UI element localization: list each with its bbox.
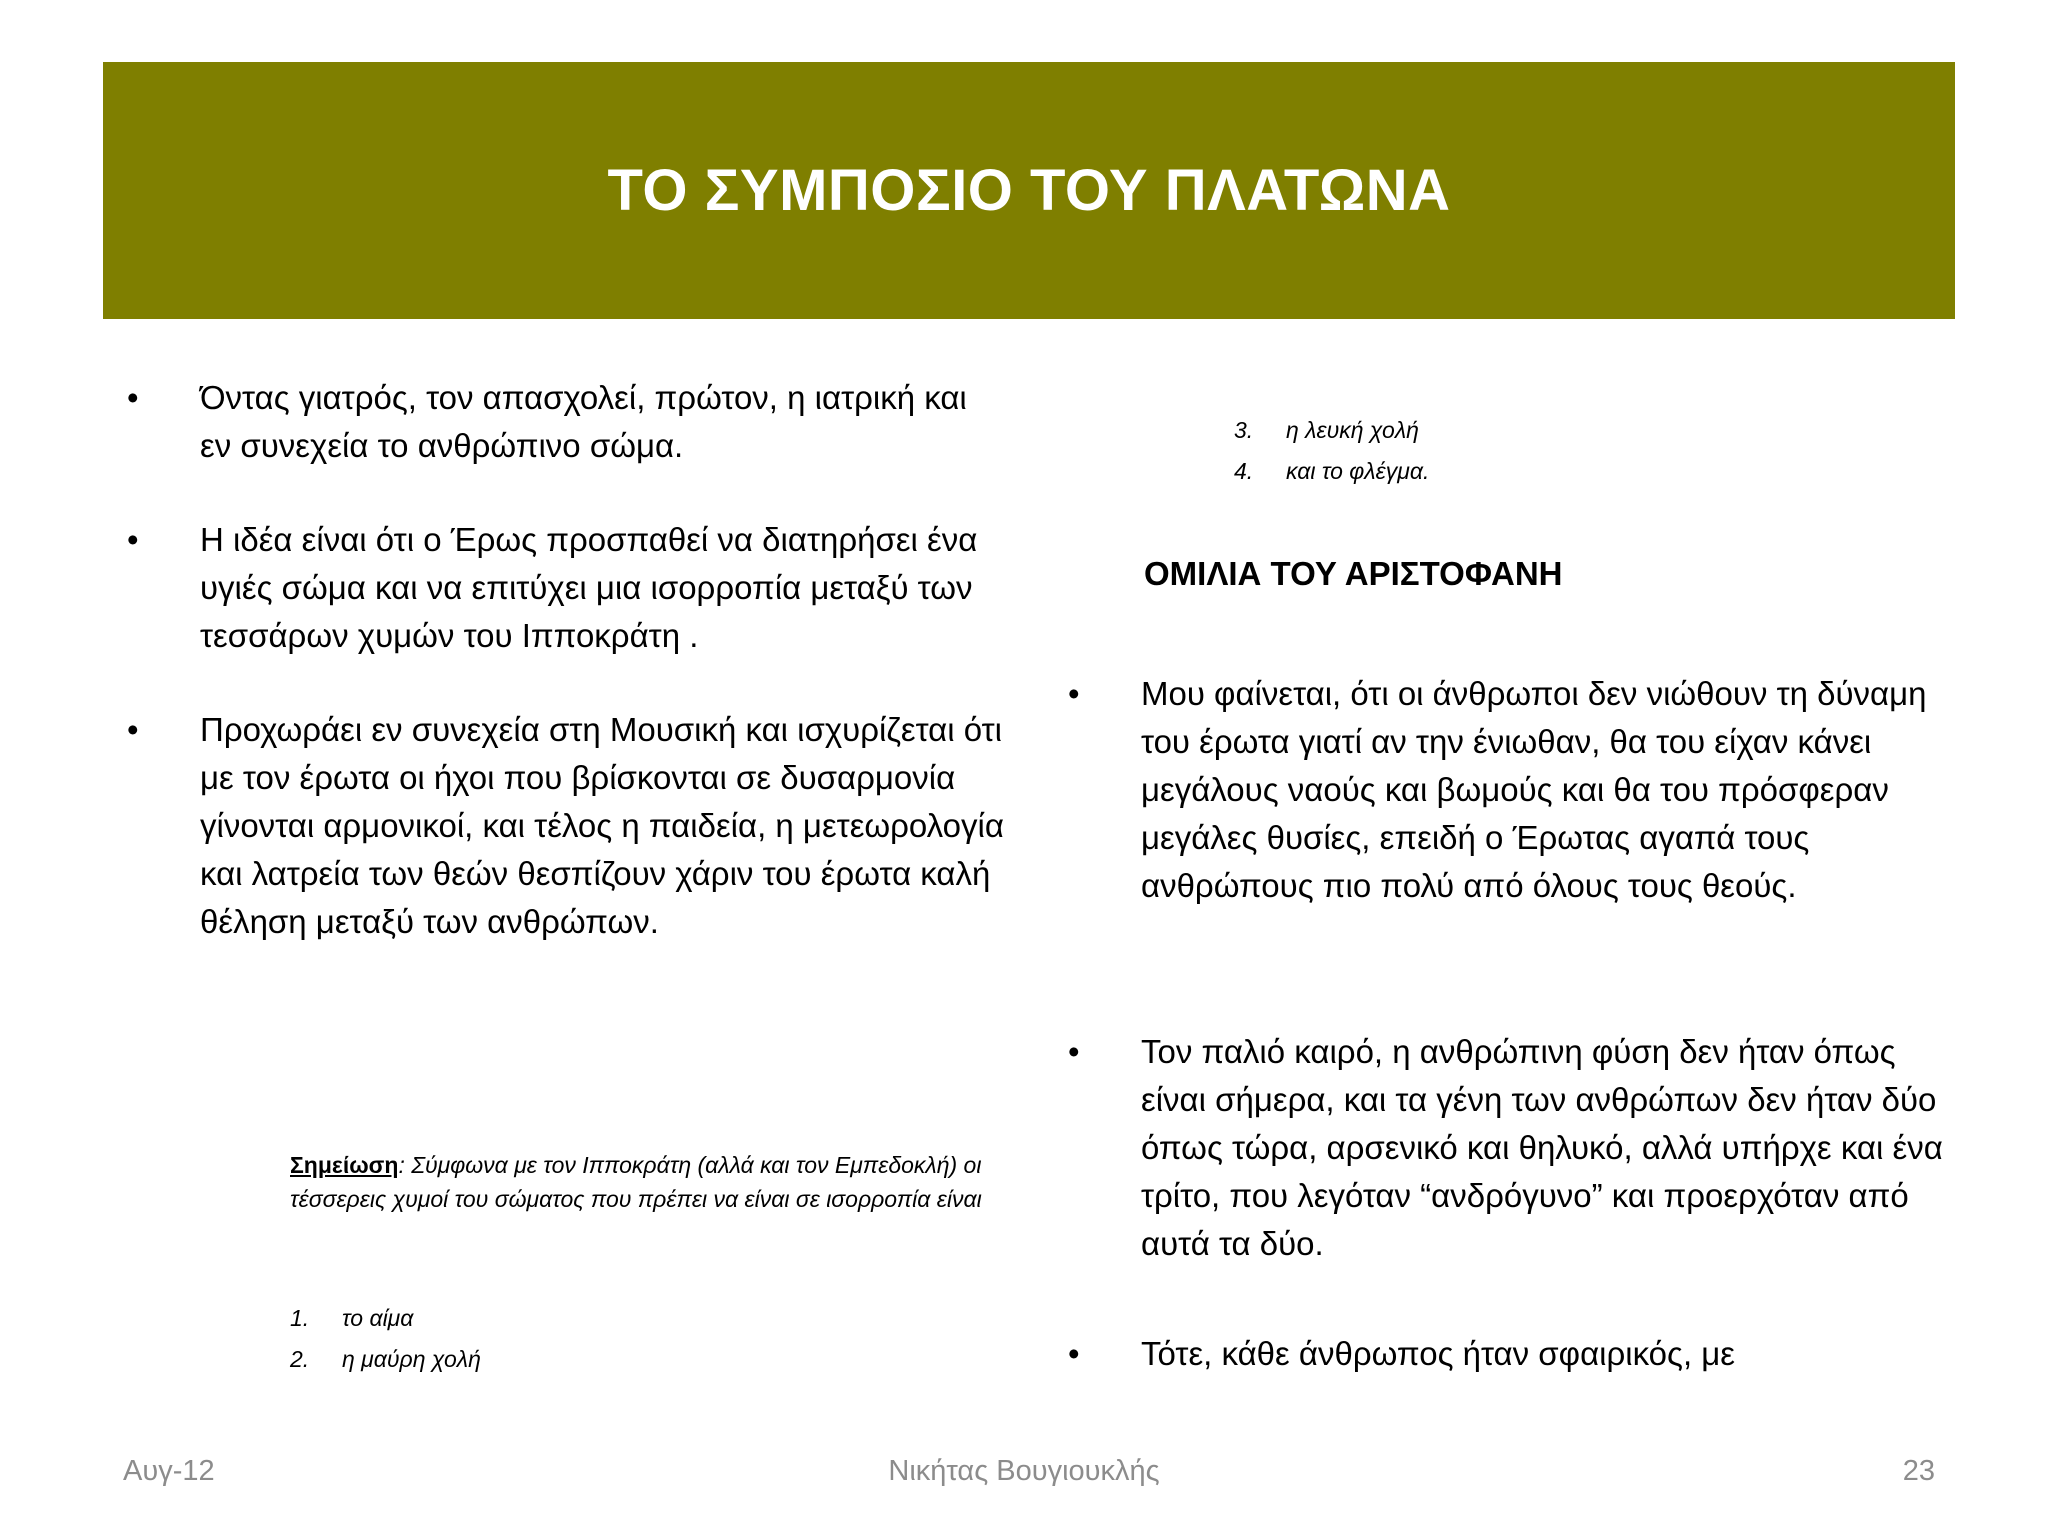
humor-item xyxy=(1234,410,1429,451)
humors-note xyxy=(290,1148,1010,1216)
footer-date: Αυγ-12 xyxy=(123,1455,215,1487)
bullet-item: • Τότε, κάθε άνθρωπος ήταν σφαιρικός, με xyxy=(1068,1330,1948,1378)
humors-list-right xyxy=(1234,410,1429,492)
humor-number: 2. xyxy=(290,1346,310,1372)
bullet-item: • Προχωράει εν συνεχεία στη Μουσική και ισχυρίζεται ότι με τον έρωτα οι ήχοι που βρίσκονται σε δυσαρμονία γίνονται αρμονικοί, και τέλος η παιδεία, η μετεωρολογία και λατρεία των θεών θεσπίζουν χάριν του έρωτα καλή θέληση μεταξύ των ανθρώπων. xyxy=(127,706,1007,946)
humor-text: το αίμα xyxy=(342,1305,414,1331)
page-number: 23 xyxy=(1902,1455,1935,1487)
bullet-item: • Η ιδέα είναι ότι ο Έρως προσπαθεί να διατηρήσει ένα υγιές σώμα και να επιτύχει μια ισορροπία μεταξύ των τεσσάρων χυμών του Ιπποκράτη . xyxy=(127,516,1007,660)
right-bullet-list xyxy=(1068,1028,1948,1268)
humor-number: 1. xyxy=(290,1305,310,1331)
humor-text: και το φλέγμα. xyxy=(1286,458,1430,484)
bullet-item: • Όντας γιατρός, τον απασχολεί, πρώτον, η ιατρική και εν συνεχεία το ανθρώπινο σώμα. xyxy=(127,374,1007,470)
humor-number: 3. xyxy=(1234,417,1254,443)
bullet-item: • Τον παλιό καιρό, η ανθρώπινη φύση δεν ήταν όπως είναι σήμερα, και τα γένη των ανθρώπων δεν ήταν δύο όπως τώρα, αρσενικό και θηλυκό, αλλά υπήρχε και ένα τρίτο, που λεγόταν “ανδρόγυνο” και προερχόταν από αυτά τα δύο. xyxy=(1068,1028,1948,1268)
title-bar xyxy=(103,62,1955,319)
humors-list-left xyxy=(290,1298,481,1380)
section-heading: ΟΜΙΛΙΑ ΤΟΥ ΑΡΙΣΤΟΦΑΝΗ xyxy=(1144,555,1563,592)
left-bullet-list xyxy=(127,374,1007,946)
humor-item xyxy=(1234,451,1429,492)
humor-number: 4. xyxy=(1234,458,1254,484)
humor-text: η μαύρη χολή xyxy=(342,1346,481,1372)
note-text: : Σύμφωνα με τον Ιπποκράτη (αλλά και τον Εμπεδοκλή) οι τέσσερεις χυμοί του σώματος που πρέπει να είναι σε ισορροπία είναι xyxy=(290,1152,982,1212)
humor-item xyxy=(290,1339,481,1380)
bullet-item: • Μου φαίνεται, ότι οι άνθρωποι δεν νιώθουν τη δύναμη του έρωτα γιατί αν την ένιωθαν, θα του είχαν κάνει μεγάλους ναούς και βωμούς και θα του πρόσφεραν μεγάλες θυσίες, επειδή ο Έρωτας αγαπά τους ανθρώπους πιο πολύ από όλους τους θεούς. xyxy=(1068,670,1948,910)
note-lead: Σημείωση xyxy=(290,1152,399,1178)
slide-title: ΤΟ ΣΥΜΠΟΣΙΟ ΤΟΥ ΠΛΑΤΩΝΑ xyxy=(607,158,1451,223)
right-bullet-list xyxy=(1068,1330,1948,1378)
footer-author: Νικήτας Βουγιουκλής xyxy=(888,1455,1160,1487)
humor-item xyxy=(290,1298,481,1339)
humor-text: η λευκή χολή xyxy=(1286,417,1419,443)
right-bullet-list xyxy=(1068,670,1948,910)
